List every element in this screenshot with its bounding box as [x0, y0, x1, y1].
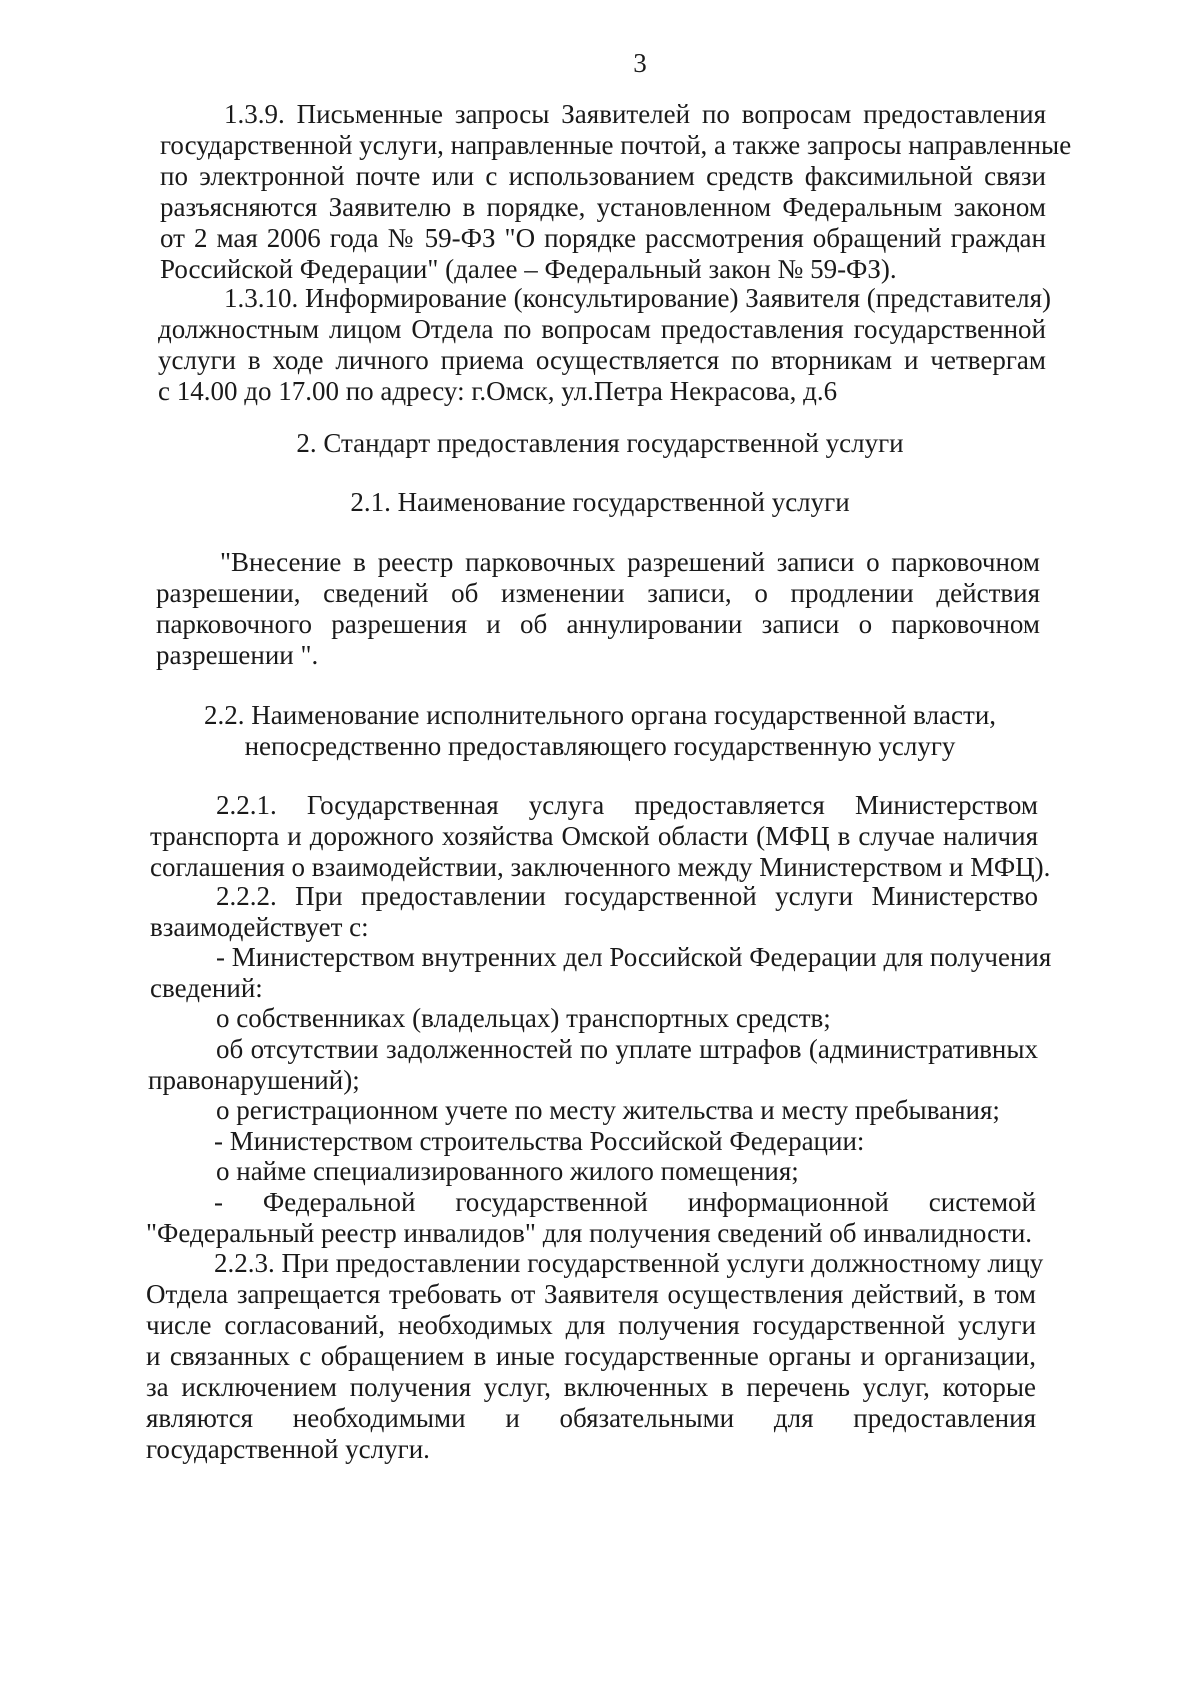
page-number: 3: [633, 48, 647, 78]
paragraph-line: об отсутствии задолженностей по уплате штрафов (административных: [216, 1034, 1038, 1064]
paragraph-line: взаимодействует с:: [150, 912, 369, 942]
list-item-registration: о регистрационном учете по месту жительства и месту пребывания;: [216, 1095, 1000, 1125]
list-item-mvd: [150, 942, 1052, 1004]
paragraph-line: Российской Федерации" (далее – Федеральный закон № 59-ФЗ).: [160, 254, 897, 284]
paragraph-line: 2.2.1. Государственная услуга предоставляется Министерством: [216, 790, 1038, 820]
paragraph-line: являются необходимыми и обязательными для предоставления: [146, 1403, 1036, 1433]
paragraph-line: 1.3.9. Письменные запросы Заявителей по вопросам предоставления: [224, 99, 1046, 129]
paragraph-1-3-9: [160, 99, 1072, 285]
section-2-2-heading: [150, 700, 1050, 762]
paragraph-line: 2.2.2. При предоставлении государственной услуги Министерство: [216, 881, 1038, 911]
paragraph-line: разрешении ".: [156, 640, 319, 670]
paragraph-line: - Министерством внутренних дел Российской Федерации для получения: [216, 942, 1052, 972]
paragraph-line: государственной услуги.: [146, 1434, 430, 1464]
paragraph-2-2-3: [146, 1248, 1044, 1465]
list-item-minstroy: - Министерством строительства Российской Федерации:: [214, 1126, 865, 1156]
paragraph-line: разрешении, сведений об изменении записи, о продлении действия: [156, 578, 1040, 608]
paragraph-line: услуги в ходе личного приема осуществляется по вторникам и четвергам: [158, 345, 1046, 375]
paragraph-line: транспорта и дорожного хозяйства Омской области (МФЦ в случае наличия: [150, 821, 1038, 851]
service-name-paragraph: [156, 547, 1040, 671]
paragraph-line: "Федеральный реестр инвалидов" для получения сведений об инвалидности.: [146, 1218, 1033, 1248]
paragraph-line: по электронной почте или с использованием средств факсимильной связи: [160, 161, 1046, 191]
list-item-housing: о найме специализированного жилого помещения;: [216, 1156, 799, 1186]
paragraph-line: числе согласований, необходимых для получения государственной услуги: [146, 1310, 1036, 1340]
section-2-1-heading: 2.1. Наименование государственной услуги: [350, 487, 850, 517]
paragraph-line: 2.2.3. При предоставлении государственной услуги должностному лицу: [214, 1248, 1044, 1278]
paragraph-line: должностным лицом Отдела по вопросам предоставления государственной: [158, 314, 1046, 344]
paragraph-line: сведений:: [150, 973, 263, 1003]
paragraph-line: - Федеральной государственной информационной системой: [214, 1187, 1036, 1217]
paragraph-line: разъясняются Заявителю в порядке, установленном Федеральным законом: [160, 192, 1046, 222]
paragraph-line: соглашения о взаимодействии, заключенного между Министерством и МФЦ).: [150, 852, 1051, 882]
paragraph-line: 1.3.10. Информирование (консультирование) Заявителя (представителя): [224, 283, 1052, 313]
section-2-heading: 2. Стандарт предоставления государственной услуги: [296, 428, 904, 458]
paragraph-line: правонарушений);: [148, 1065, 360, 1095]
paragraph-2-2-1: [150, 790, 1051, 883]
paragraph-line: Отдела запрещается требовать от Заявителя осуществления действий, в том: [146, 1279, 1036, 1309]
paragraph-line: за исключением получения услуг, включенных в перечень услуг, которые: [146, 1372, 1036, 1402]
paragraph-line: от 2 мая 2006 года № 59-ФЗ "О порядке рассмотрения обращений граждан: [160, 223, 1046, 253]
paragraph-2-2-2: [150, 881, 1038, 943]
paragraph-line: и связанных с обращением в иные государственные органы и организации,: [146, 1341, 1036, 1371]
heading-line: 2.2. Наименование исполнительного органа государственной власти,: [203, 700, 997, 730]
list-item-fines: [148, 1034, 1038, 1096]
paragraph-line: государственной услуги, направленные почтой, а также запросы направленные: [160, 130, 1072, 160]
paragraph-line: с 14.00 до 17.00 по адресу: г.Омск, ул.Петра Некрасова, д.6: [158, 376, 838, 406]
list-item-fgis: [146, 1187, 1036, 1249]
heading-line: непосредственно предоставляющего государственную услугу: [244, 731, 956, 761]
paragraph-line: парковочного разрешения и об аннулировании записи о парковочном: [156, 609, 1040, 639]
paragraph-line: "Внесение в реестр парковочных разрешений записи о парковочном: [220, 547, 1040, 577]
list-item-owners: о собственниках (владельцах) транспортных средств;: [216, 1003, 831, 1033]
paragraph-1-3-10: [158, 283, 1052, 407]
